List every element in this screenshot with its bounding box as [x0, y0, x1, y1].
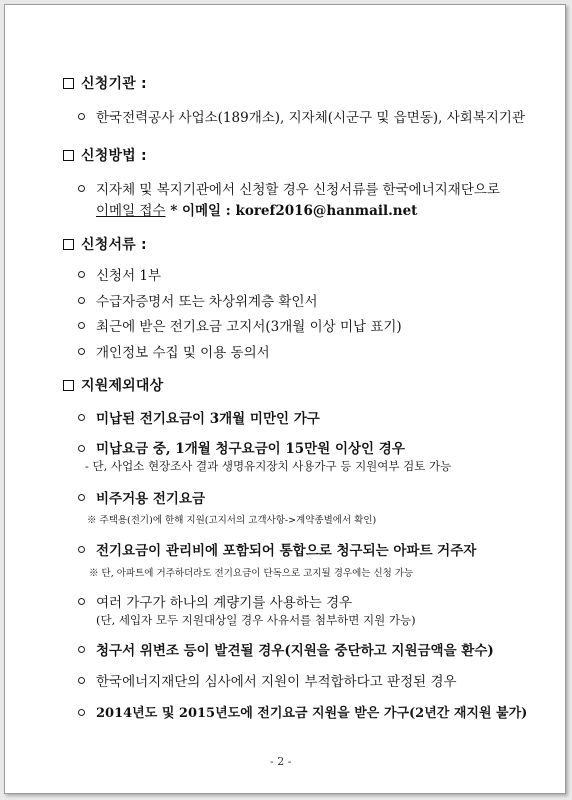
exclusion-item: 여러 가구가 하나의 계량기를 사용하는 경우	[96, 595, 353, 611]
method-text: 지자체 및 복지기관에서 신청할 경우 신청서류를 한국에너지재단으로	[96, 182, 500, 198]
circle-bullet-icon	[78, 322, 85, 329]
circle-bullet-icon	[78, 297, 85, 304]
circle-bullet-icon	[78, 646, 85, 653]
document-page	[4, 4, 566, 794]
exclusion-item: 비주거용 전기요금	[96, 491, 206, 507]
document-item: 최근에 받은 전기요금 고지서(3개월 이상 미납 표기)	[96, 319, 402, 335]
circle-bullet-icon	[78, 445, 85, 452]
circle-bullet-icon	[78, 113, 85, 120]
exclusion-sub-note: - 단, 사업소 현장조사 결과 생명유지장치 사용가구 등 지원여부 검토 가능	[85, 459, 452, 473]
checkbox-square-icon	[63, 150, 74, 161]
section-heading-agency: 신청기관 :	[63, 73, 147, 93]
exclusion-item: 전기요금이 관리비에 포함되어 통합으로 청구되는 아파트 거주자	[96, 543, 477, 559]
circle-bullet-icon	[78, 546, 85, 553]
method-continuation	[96, 199, 417, 219]
circle-bullet-icon	[78, 271, 85, 278]
checkbox-square-icon	[63, 78, 74, 89]
exclusion-sub-note: (단, 세입자 모두 지원대상일 경우 사유서를 첨부하면 지원 가능)	[96, 613, 416, 627]
document-item: 신청서 1부	[96, 268, 162, 284]
section-heading-exclusions: 지원제외대상	[63, 375, 163, 395]
section-heading-method: 신청방법 :	[63, 145, 147, 165]
document-item: 수급자증명서 또는 차상위계층 확인서	[96, 294, 318, 310]
exclusion-item: 청구서 위변조 등이 발견될 경우(지원을 중단하고 지원금액을 환수)	[96, 643, 494, 659]
email-submit-label: 이메일 접수	[96, 203, 166, 219]
circle-bullet-icon	[78, 677, 85, 684]
circle-bullet-icon	[78, 414, 85, 421]
circle-bullet-icon	[78, 709, 85, 716]
exclusion-item: 한국에너지재단의 심사에서 지원이 부적합하다고 판정된 경우	[96, 674, 457, 690]
exclusion-item: 미납된 전기요금이 3개월 미만인 가구	[96, 411, 320, 427]
document-item: 개인정보 수집 및 이용 동의서	[96, 345, 270, 361]
circle-bullet-icon	[78, 185, 85, 192]
exclusion-sub-note: ※ 주택용(전기)에 한해 지원(고지서의 고객사항->계약종별에서 확인)	[87, 515, 377, 526]
exclusion-item: 2014년도 및 2015년도에 전기요금 지원을 받은 가구(2년간 재지원 불가)	[96, 706, 528, 721]
circle-bullet-icon	[78, 598, 85, 605]
page-number: - 2 -	[270, 755, 292, 768]
section-heading-documents: 신청서류 :	[63, 234, 147, 254]
circle-bullet-icon	[78, 348, 85, 355]
circle-bullet-icon	[78, 494, 85, 501]
exclusion-item: 미납요금 중, 1개월 청구요금이 15만원 이상인 경우	[96, 441, 405, 457]
checkbox-square-icon	[63, 380, 74, 391]
exclusion-sub-note: ※ 단, 아파트에 거주하더라도 전기요금이 단독으로 고지될 경우에는 신청 가능	[89, 568, 414, 579]
checkbox-square-icon	[63, 239, 74, 250]
agency-text: 한국전력공사 사업소(189개소), 지자체(시군구 및 읍면동), 사회복지기관	[96, 110, 525, 126]
email-address: * 이메일 : koref2016@hanmail.net	[165, 203, 418, 219]
